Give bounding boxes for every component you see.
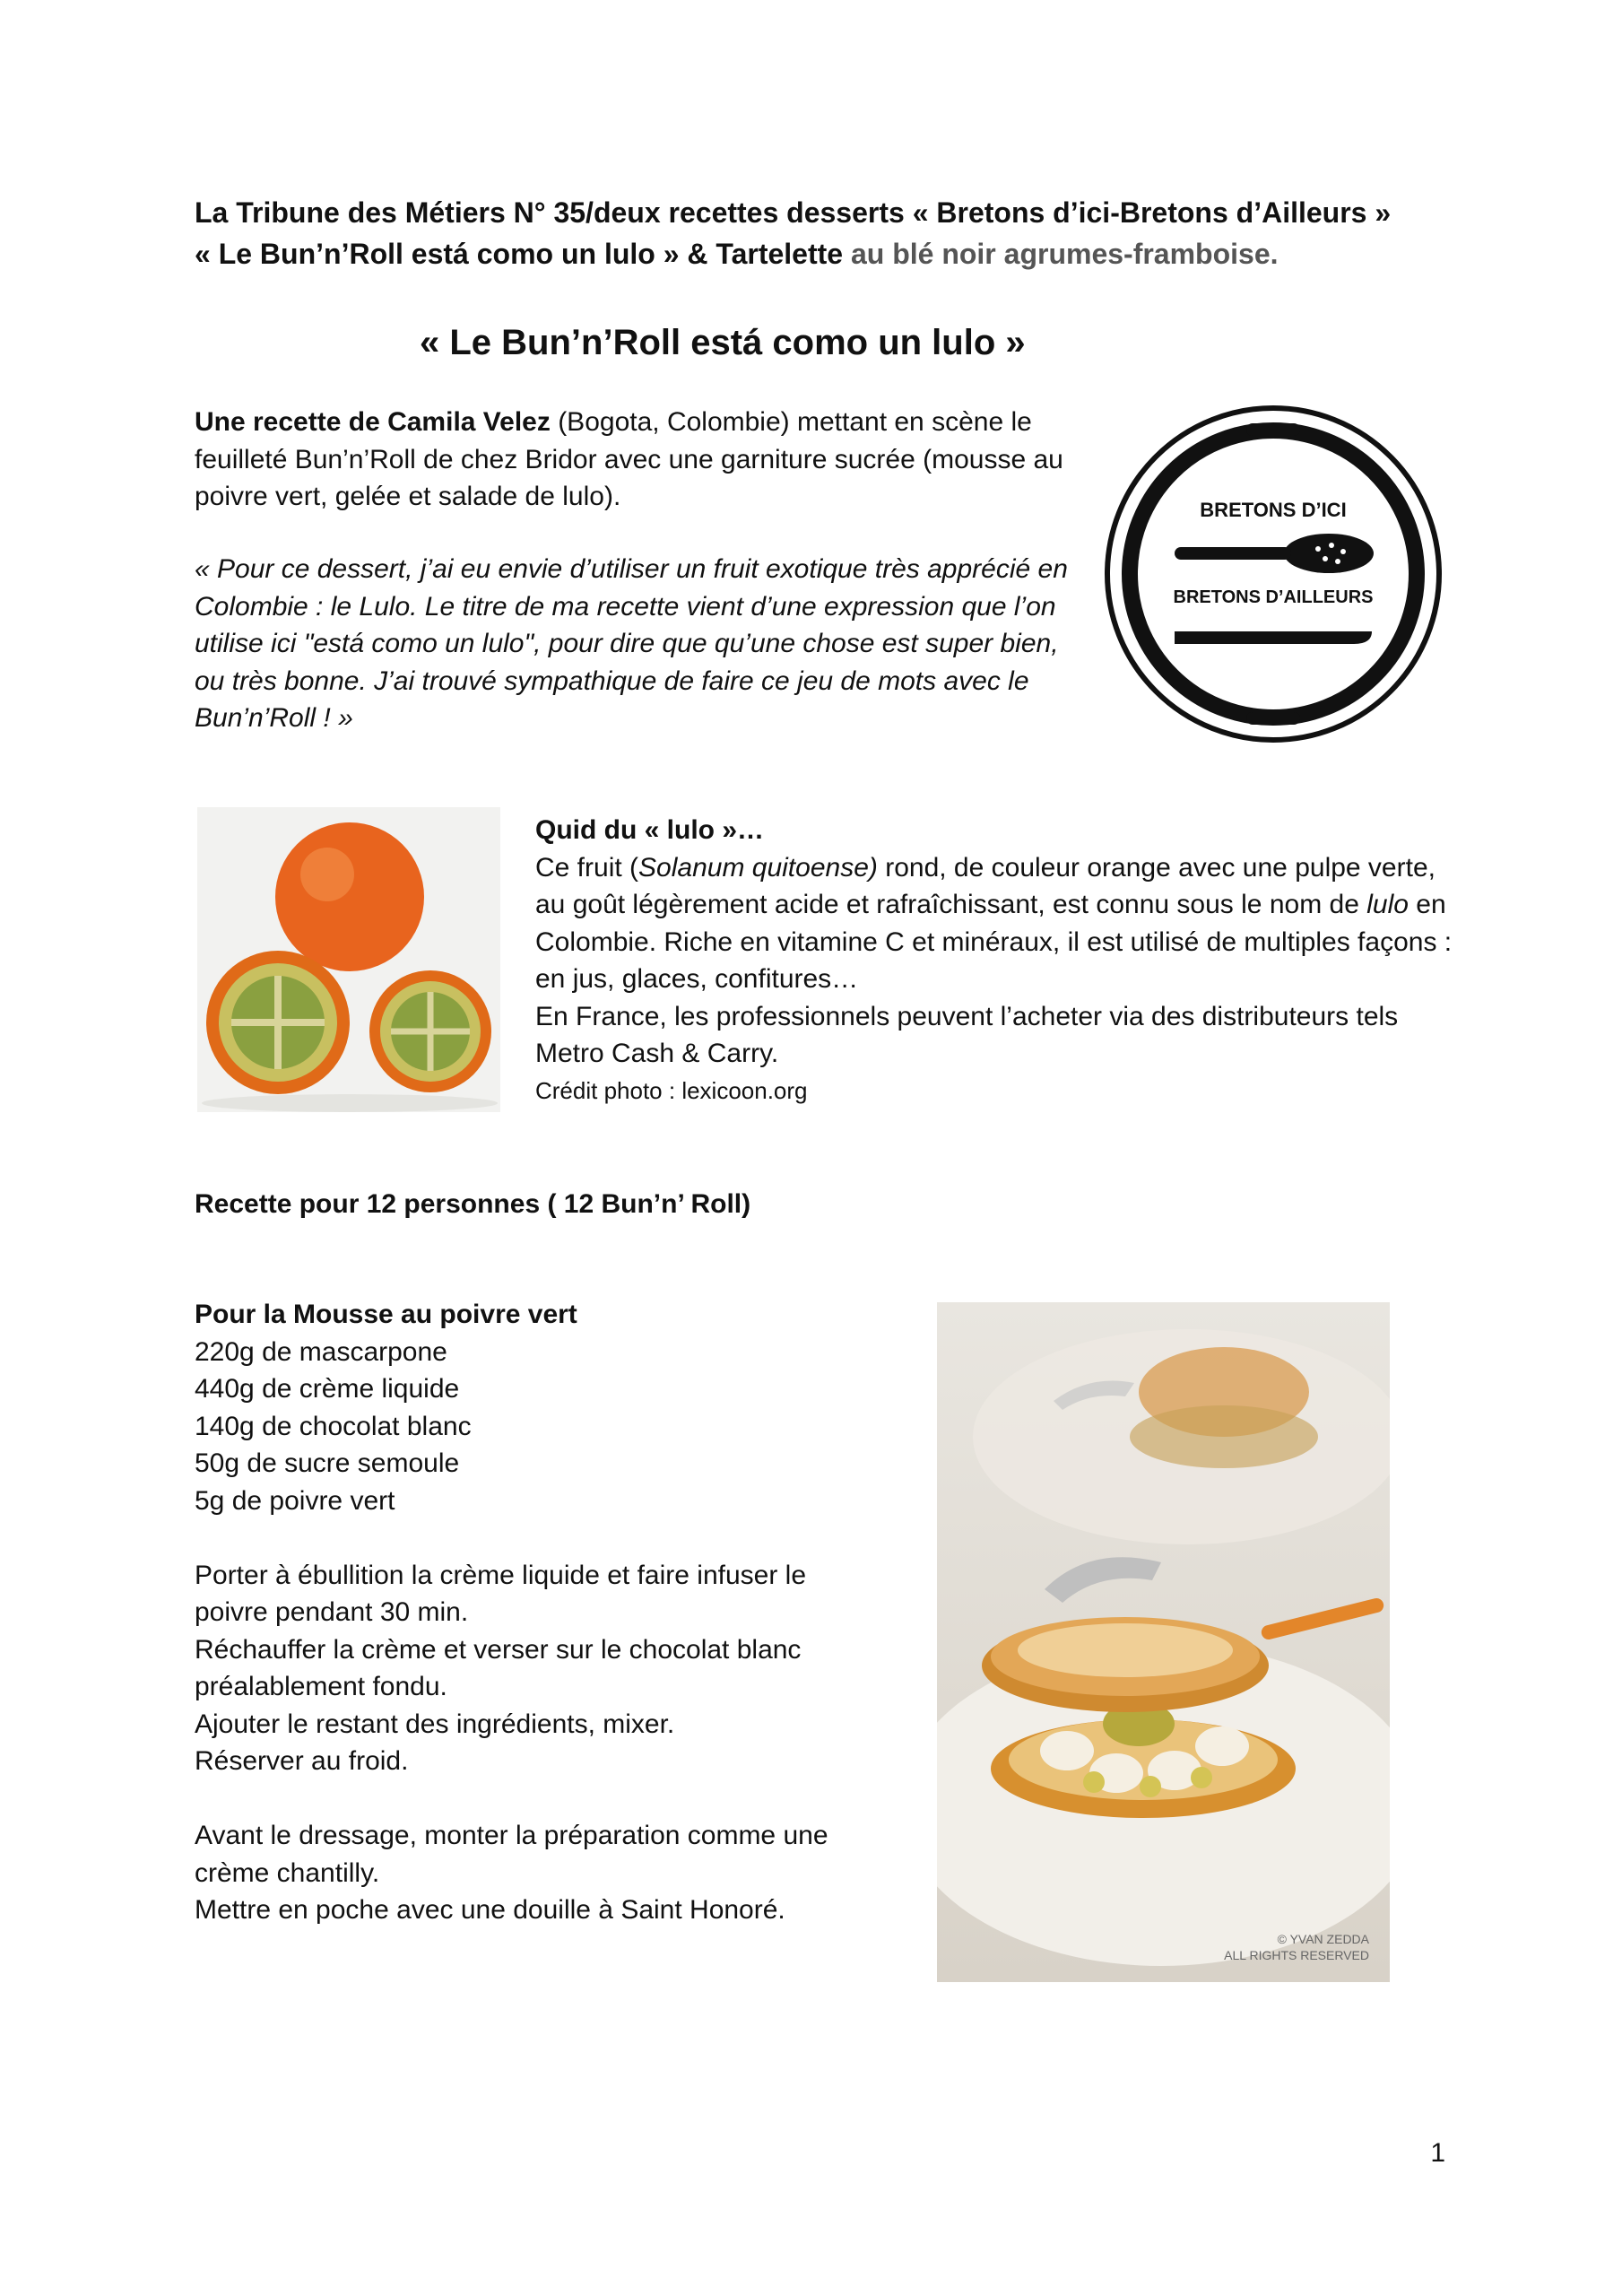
photo-credit-line-1: © YVAN ZEDDA <box>1277 1932 1369 1946</box>
dessert-photo <box>937 1302 1390 1982</box>
quid-paragraph-2: En France, les professionnels peuvent l’acheter via des distributeurs tels Metro Cash & Carry. <box>535 1001 1399 1068</box>
ingredient: 50g de sucre semoule <box>195 1448 460 1478</box>
spoon-icon <box>1284 534 1374 573</box>
servings-line: Recette pour 12 personnes ( 12 Bun’n’ Roll) <box>195 1189 751 1219</box>
ingredient: 220g de mascarpone <box>195 1336 447 1367</box>
mousse-recipe <box>195 1296 876 1929</box>
step: Réchauffer la crème et verser sur le chocolat blanc préalablement fondu. <box>195 1634 802 1701</box>
logo-bottom-text: BRETONS D’AILLEURS <box>1173 587 1374 607</box>
header-line-2: « Le Bun’n’Roll está como un lulo » & Tartelette au blé noir agrumes-framboise. <box>195 238 1279 270</box>
ingredient: 140g de chocolat blanc <box>195 1411 472 1441</box>
chef-quote: « Pour ce dessert, j’ai eu envie d’utiliser un fruit exotique très apprécié en Colombie : le Lulo. Le titre de ma recette vient d’une expression que l’on utilise ici "está como un lulo", pour dire que qu’une chose est super bien, ou très bonne. J’ai trouvé sympathique de faire ce jeu de mots avec le Bun’n’Roll ! » <box>195 554 1068 733</box>
ingredient: 5g de poivre vert <box>195 1485 395 1516</box>
lulo-half-left <box>206 951 350 1094</box>
ingredient: 440g de crème liquide <box>195 1374 460 1404</box>
intro-paragraph: Une recette de Camila Velez (Bogota, Colombie) mettant en scène le feuilleté Bun’n’Roll de chez Bridor avec une garniture sucrée (mousse au poivre vert, gelée et salade de lulo). <box>195 407 1063 511</box>
bretons-logo <box>1103 404 1444 744</box>
lulo-half-right <box>369 970 491 1092</box>
mousse-title: Pour la Mousse au poivre vert <box>195 1300 577 1329</box>
step: Mettre en poche avec une douille à Saint Honoré. <box>195 1895 785 1925</box>
photo-credit: Crédit photo : lexicoon.org <box>535 1076 808 1104</box>
author-name: Une recette de Camila Velez <box>195 407 551 437</box>
step: Porter à ébullition la crème liquide et faire infuser le poivre pendant 30 min. <box>195 1560 807 1627</box>
lulo-info-block <box>535 812 1459 1109</box>
header-line-1: La Tribune des Métiers N° 35/deux recettes desserts « Bretons d’ici-Bretons d’Ailleurs » <box>195 196 1392 229</box>
photo-credit-line-2: ALL RIGHTS RESERVED <box>1224 1948 1369 1962</box>
knife-icon <box>1175 631 1372 644</box>
step: Avant le dressage, monter la préparation comme une crème chantilly. <box>195 1821 828 1888</box>
recipe-title: « Le Bun’n’Roll está como un lulo » <box>420 323 1026 362</box>
logo-top-text: BRETONS D’ICI <box>1200 499 1347 521</box>
quid-title: Quid du « lulo »… <box>535 815 764 845</box>
step: Ajouter le restant des ingrédients, mixer. <box>195 1709 675 1739</box>
document-header <box>195 192 1495 274</box>
quid-paragraph-1: Ce fruit (Solanum quitoense) rond, de couleur orange avec une pulpe verte, au goût légèrement acide et rafraîchissant, est connu sous le nom de lulo en Colombie. Riche en vitamine C et minéraux, il est utilisé de multiples façons : en jus, glaces, confitures… <box>535 852 1453 994</box>
page-number: 1 <box>1430 2138 1445 2168</box>
step: Réserver au froid. <box>195 1746 409 1776</box>
lulo-fruit-photo <box>197 807 500 1112</box>
